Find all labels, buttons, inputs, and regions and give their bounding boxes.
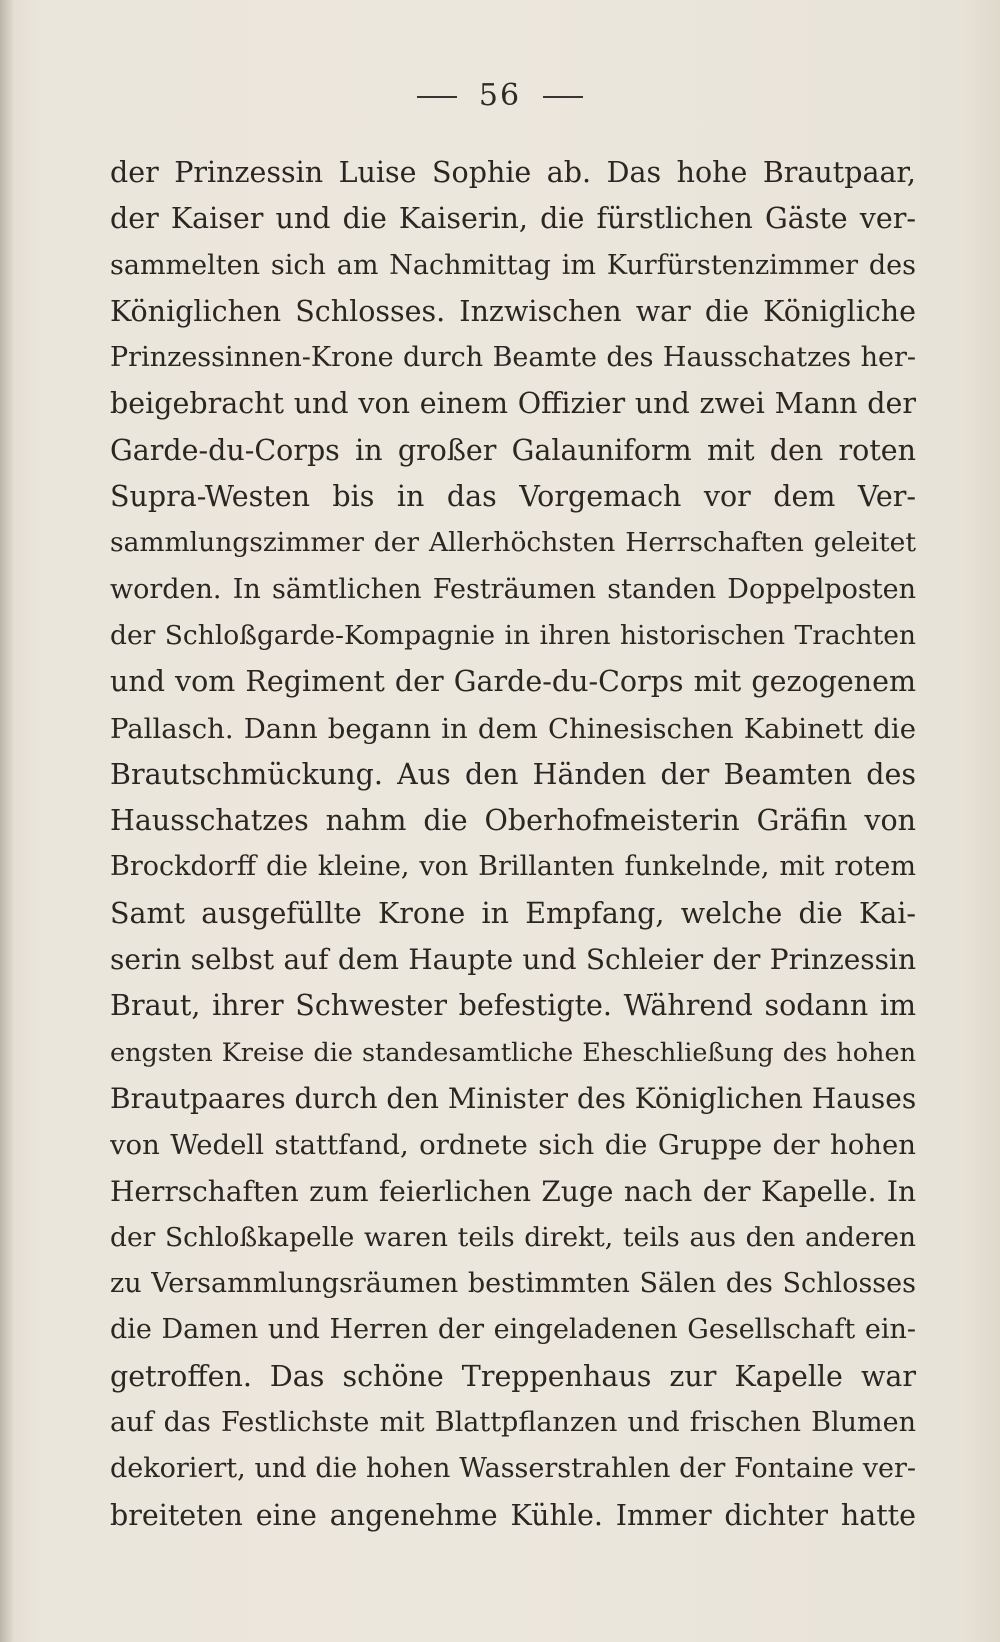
text-line: auf das Festlichste mit Blattpflanzen und frischen Blumen [110,1407,916,1439]
text-line: Pallasch. Dann begann in dem Chinesischen Kabinett die [110,712,916,745]
text-line: Samt ausgefüllte Krone in Empfang, welche die Kai- [110,896,916,930]
text-line: serin selbst auf dem Haupte und Schleier der Prinzessin [110,943,916,977]
body-text [110,150,916,1539]
text-line: Garde-du-Corps in großer Galauniform mit den roten [110,433,916,467]
text-line: zu Versammlungsräumen bestimmten Sälen des Schlosses [110,1268,916,1300]
page-header [0,78,1000,113]
text-line: Brautpaares durch den Minister des Königlichen Hauses [110,1081,916,1115]
text-line: von Wedell stattfand, ordnete sich die Gruppe der hohen [110,1129,916,1162]
text-line: breiteten eine angenehme Kühle. Immer dichter hatte [110,1498,916,1532]
header-dash-left [417,96,457,98]
text-line: engsten Kreise die standesamtliche Eheschließung des hohen [110,1037,916,1068]
text-line: Prinzessinnen-Krone durch Beamte des Hausschatzes her- [110,342,916,374]
text-line: Brautschmückung. Aus den Händen der Beamten des [110,757,916,791]
header-dash-right [543,96,583,98]
text-line: Supra-Westen bis in das Vorgemach vor dem Ver- [110,480,916,514]
text-line: die Damen und Herren der eingeladenen Gesellschaft ein- [110,1314,916,1346]
text-line: und vom Regiment der Garde-du-Corps mit gezogenem [110,665,916,699]
text-line: sammlungszimmer der Allerhöchsten Herrschaften geleitet [110,527,916,559]
text-line: getroffen. Das schöne Treppenhaus zur Kapelle war [110,1359,916,1393]
page-number: 56 [478,78,522,113]
text-line: beigebracht und von einem Offizier und zwei Mann der [110,387,916,421]
text-line: worden. In sämtlichen Festräumen standen Doppelposten [110,573,916,605]
text-line: Brockdorff die kleine, von Brillanten funkelnde, mit rotem [110,851,916,883]
text-line: der Schloßgarde-Kompagnie in ihren historischen Trachten [110,619,916,651]
text-line: Hausschatzes nahm die Oberhofmeisterin Gräfin von [110,804,916,838]
text-line: der Kaiser und die Kaiserin, die fürstlichen Gäste ver- [110,202,916,236]
text-line: Herrschaften zum feierlichen Zuge nach der Kapelle. In [110,1174,916,1208]
text-line: Braut, ihrer Schwester befestigte. Während sodann im [110,989,916,1023]
text-line: dekoriert, und die hohen Wasserstrahlen der Fontaine ver- [110,1453,916,1485]
text-line: der Prinzessin Luise Sophie ab. Das hohe Brautpaar, [110,156,916,189]
text-line: der Schloßkapelle waren teils direkt, teils aus den anderen [110,1221,916,1253]
text-line: sammelten sich am Nachmittag im Kurfürstenzimmer des [110,249,916,281]
text-line: Königlichen Schlosses. Inzwischen war die Königliche [110,294,916,328]
page-gutter-shadow [0,0,14,1642]
